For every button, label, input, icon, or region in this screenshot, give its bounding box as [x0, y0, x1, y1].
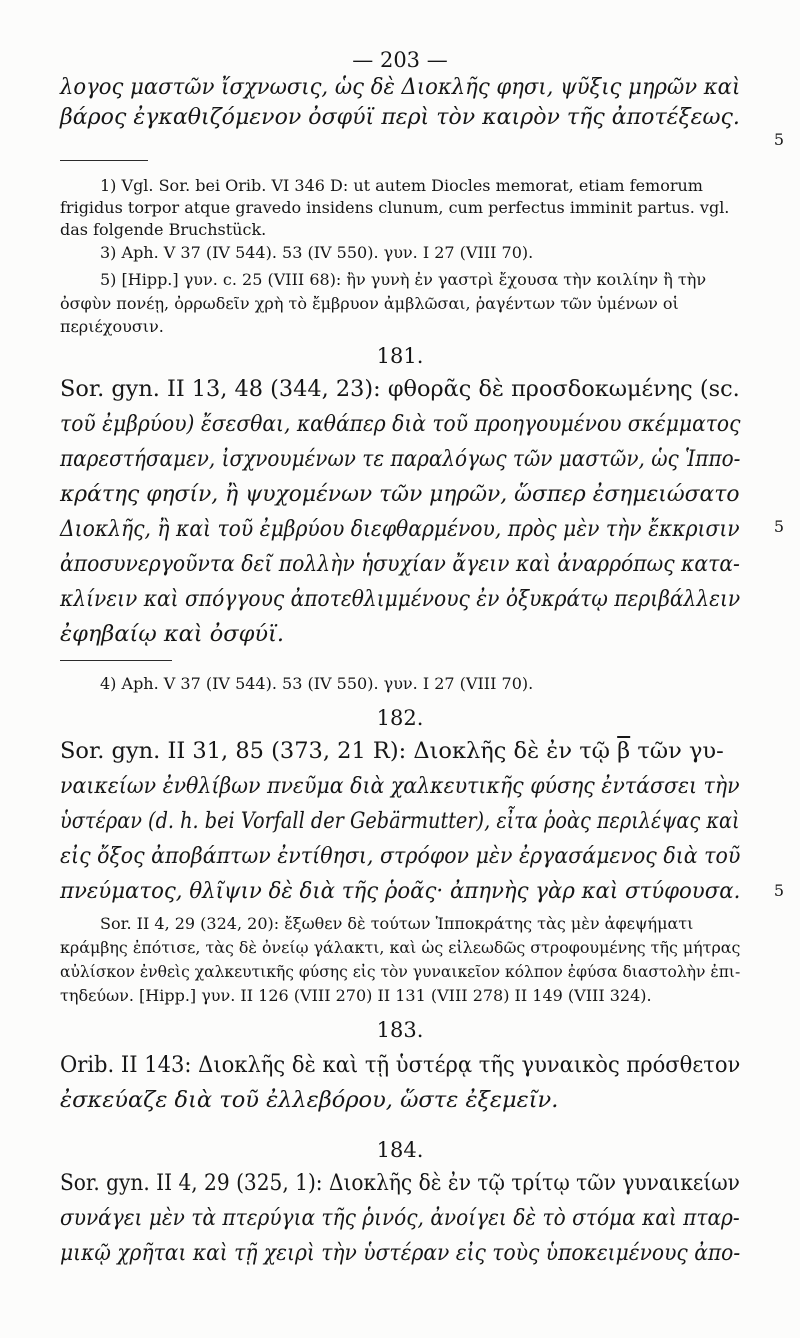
- footnote-line: 4) Aph. V 37 (IV 544). 53 (IV 550). γυν. I 27 (VIII 70).: [100, 674, 534, 693]
- text-line: ὑστέραν (d. h. bei Vorfall der Gebärmutter), εἶτα ῥοὰς περιλέψας καὶ: [60, 808, 740, 834]
- text-line: λογος μαστῶν ἴσχνωσις, ὡς δὲ Διοκλῆς φησι, ψῦξις μηρῶν καὶ: [60, 74, 741, 100]
- note-line: αὐλίσκον ἐνθεὶς χαλκευτικῆς φύσης εἰς τὸν γυναικεῖον κόλπον ἐφύσα διαστολὴν ἐπι-: [60, 962, 741, 981]
- footnote-line: περιέχουσιν.: [60, 317, 164, 336]
- text-line: ἀποσυνεργοῦντα δεῖ πολλὴν ἡσυχίαν ἄγειν καὶ ἀναρρόπως κατα-: [60, 551, 740, 577]
- text-line: βάρος ἐγκαθιζόμενον ὀσφύϊ περὶ τὸν καιρὸν τῆς ἀποτέξεως.: [60, 104, 740, 130]
- line-number-marker: 5: [773, 881, 784, 900]
- footnote-line: ὀσφὺν πονέῃ, ὀρρωδεῖν χρὴ τὸ ἔμβρυον ἀμβλῶσαι, ῥαγέντων τῶν ὑμένων οἱ: [60, 294, 679, 313]
- footnote-line: 5) [Hipp.] γυν. c. 25 (VIII 68): ἢν γυνὴ ἐν γαστρὶ ἔχουσα τὴν κοιλίην ἢ τὴν: [100, 270, 707, 289]
- page-number: — 203 —: [352, 48, 448, 72]
- footnote-line: frigidus torpor atque gravedo insidens clunum, cum perfectus imminit partus. vgl.: [60, 198, 730, 217]
- text-line: Sor. gyn. II 31, 85 (373, 21 R): Διοκλῆς δὲ ἐν τῷ $\overline{\beta}$ τῶν γυ-: [60, 738, 724, 764]
- text-line: τοῦ ἐμβρύου) ἔσεσθαι, καθάπερ διὰ τοῦ προηγουμένου σκέμματος: [60, 411, 741, 437]
- footnote-line: 1) Vgl. Sor. bei Orib. VI 346 D: ut autem Diocles memorat, etiam femorum: [100, 176, 703, 195]
- text-line: συνάγει μὲν τὰ πτερύγια τῆς ῥινός, ἀνοίγει δὲ τὸ στόμα καὶ πταρ-: [60, 1205, 740, 1231]
- fragment-number: 183.: [376, 1018, 424, 1042]
- text-line: Orib. II 143: Διοκλῆς δὲ καὶ τῇ ὑστέρᾳ τῆς γυναικὸς πρόσθετον: [60, 1052, 741, 1078]
- fragment-number: 182.: [376, 706, 424, 730]
- text-line: ναικείων ἐνθλίβων πνεῦμα διὰ χαλκευτικῆς φύσης ἐντάσσει τὴν: [60, 773, 740, 799]
- line-number-marker: 5: [773, 517, 784, 536]
- text-line: παρεστήσαμεν, ἰσχνουμένων τε παραλόγως τῶν μαστῶν, ὡς Ἱππο-: [60, 446, 741, 472]
- text-line: εἰς ὄξος ἀποβάπτων ἐντίθησι, στρόφον μὲν ἐργασάμενος διὰ τοῦ: [60, 843, 741, 869]
- text-line: Sor. gyn. II 4, 29 (325, 1): Διοκλῆς δὲ ἐν τῷ τρίτῳ τῶν γυναικείων: [60, 1170, 740, 1196]
- footnote-line: das folgende Bruchstück.: [60, 220, 267, 239]
- fragment-number: 181.: [376, 344, 424, 368]
- footnote-line: 3) Aph. V 37 (IV 544). 53 (IV 550). γυν. I 27 (VIII 70).: [100, 243, 534, 262]
- text-line: πνεύματος, θλῖψιν δὲ διὰ τῆς ῥοᾶς· ἀπηνὴς γὰρ καὶ στύφουσα.: [60, 878, 741, 904]
- text-line: Sor. gyn. II 13, 48 (344, 23): φθορᾶς δὲ προσδοκωμένης (sc.: [60, 376, 740, 402]
- text-line: κράτης φησίν, ἢ ψυχομένων τῶν μηρῶν, ὥσπερ ἐσημειώσατο: [60, 481, 740, 507]
- note-line: κράμβης ἐπότισε, τὰς δὲ ὀνείῳ γάλακτι, καὶ ὡς εἰλεωδῶς στροφουμένης τῆς μήτρας: [60, 938, 741, 957]
- text-line: κλίνειν καὶ σπόγγους ἀποτεθλιμμένους ἐν ὀξυκράτῳ περιβάλλειν: [60, 586, 741, 612]
- note-line: τηδεύων. [Hipp.] γυν. II 126 (VIII 270) II 131 (VIII 278) II 149 (VIII 324).: [60, 986, 652, 1005]
- footnote-rule: [60, 660, 172, 661]
- note-line: Sor. II 4, 29 (324, 20): ἔξωθεν δὲ τούτων Ἱπποκράτης τὰς μὲν ἀφεψήματι: [100, 914, 694, 933]
- text-line: ἐσκεύαζε διὰ τοῦ ἐλλεβόρου, ὥστε ἐξεμεῖν.: [60, 1087, 559, 1113]
- text-line: Διοκλῆς, ἢ καὶ τοῦ ἐμβρύου διεφθαρμένου, πρὸς μὲν τὴν ἔκκρισιν: [60, 516, 740, 542]
- footnote-rule: [60, 160, 148, 161]
- fragment-number: 184.: [376, 1138, 424, 1162]
- text-line: μικῷ χρῆται καὶ τῇ χειρὶ τὴν ὑστέραν εἰς τοὺς ὑποκειμένους ἀπο-: [60, 1240, 741, 1266]
- text-line: ἐφηβαίῳ καὶ ὀσφύϊ.: [60, 621, 285, 647]
- line-number-marker: 5: [773, 130, 784, 149]
